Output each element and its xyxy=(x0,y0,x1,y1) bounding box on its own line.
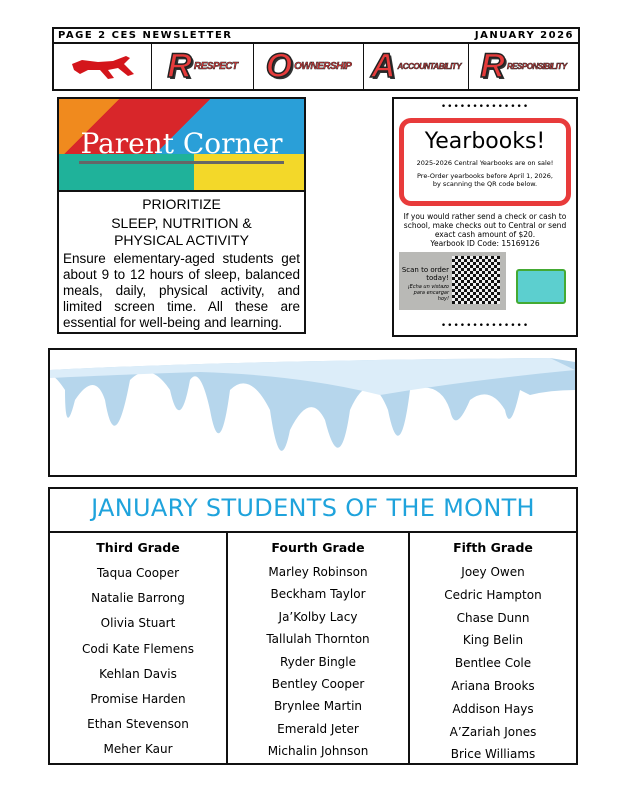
scan-text-es: ¡Echa un vistazo para encargar hoy! xyxy=(407,284,449,302)
student-name: Kehlan Davis xyxy=(99,666,177,681)
yearbook-callout xyxy=(399,118,571,206)
roar-banner xyxy=(52,44,580,91)
student-name: Promise Harden xyxy=(90,692,186,707)
issue-date: JANUARY 2026 xyxy=(474,30,574,41)
student-name: Chase Dunn xyxy=(456,610,530,625)
student-name: Ja’Kolby Lacy xyxy=(278,609,358,624)
divider-dots: •••••••••••••• xyxy=(440,102,530,112)
roar-letter: R xyxy=(480,47,505,85)
page-header xyxy=(52,27,580,44)
fourth-grade-column xyxy=(228,532,410,765)
roar-letter: R xyxy=(167,47,192,85)
student-name: A’Zariah Jones xyxy=(449,724,537,739)
student-name: Tallulah Thornton xyxy=(266,632,370,647)
grade-heading: Fifth Grade xyxy=(453,540,533,555)
icicle-banner xyxy=(48,348,577,477)
preorder-text: Pre-Order yearbooks before April 1, 2026, by scanning the QR code below. xyxy=(417,172,553,188)
student-name: Emerald Jeter xyxy=(277,721,359,736)
student-name: Olivia Stuart xyxy=(100,616,176,631)
roar-word: RESPECT xyxy=(193,61,238,72)
student-name: King Belin xyxy=(462,633,524,648)
icicles-icon xyxy=(50,350,575,475)
third-grade-column xyxy=(48,532,228,765)
student-name: Meher Kaur xyxy=(103,742,173,757)
student-name: Michalin Johnson xyxy=(267,744,369,759)
grade-heading: Fourth Grade xyxy=(271,540,365,555)
student-name: Brice Williams xyxy=(450,747,536,762)
yearbook-id: Yearbook ID Code: 15169126 xyxy=(430,239,540,248)
student-name: Bentley Cooper xyxy=(271,677,365,692)
student-name: Ryder Bingle xyxy=(279,654,357,669)
qr-code-icon[interactable] xyxy=(452,256,500,304)
student-name: Natalie Barrong xyxy=(91,591,185,606)
subheading: SLEEP, NUTRITION & PHYSICAL ACTIVITY xyxy=(111,215,252,248)
student-name: Beckham Taylor xyxy=(270,587,366,602)
grade-heading: Third Grade xyxy=(96,540,180,555)
roar-word: OWNERSHIP xyxy=(294,61,352,72)
scan-text: Scan to order today! xyxy=(401,266,449,282)
payment-info: If you would rather send a check or cash to school, make checks out to Central or send exact cash amount of $20. xyxy=(403,212,567,239)
parent-corner xyxy=(57,97,306,334)
body-text: Ensure elementary-aged students get about 9 to 12 hours of sleep, balanced meals, daily, physical activity, and limited screen time. All these are essential for well-being and learning. xyxy=(63,251,300,330)
students-grid xyxy=(48,532,578,765)
student-name: Cedric Hampton xyxy=(444,587,542,602)
roar-letter: O xyxy=(265,47,293,85)
student-name: Ethan Stevenson xyxy=(87,717,189,732)
student-name: Ariana Brooks xyxy=(451,678,535,693)
students-of-month-title: JANUARY STUDENTS OF THE MONTH xyxy=(48,487,578,533)
sale-text: 2025-2026 Central Yearbooks are on sale! xyxy=(416,159,554,167)
yearbook-book-icon xyxy=(516,269,566,304)
student-name: Taqua Cooper xyxy=(96,566,180,580)
roar-word: RESPONSIBILITY xyxy=(506,62,567,71)
yearbook-title: Yearbooks! xyxy=(424,129,546,154)
student-name: Joey Owen xyxy=(461,565,525,579)
student-name: Brynlee Martin xyxy=(273,699,363,714)
banner-title: Parent Corner xyxy=(80,127,283,160)
fifth-grade-column xyxy=(410,532,578,765)
parent-corner-banner xyxy=(59,99,304,192)
yearbook-flyer xyxy=(392,97,578,337)
divider-dots: •••••••••••••• xyxy=(440,321,530,331)
student-name: Marley Robinson xyxy=(268,565,368,579)
roar-letter: A xyxy=(370,47,396,85)
qr-panel[interactable] xyxy=(399,252,506,310)
roar-word: ACCOUNTABILITY xyxy=(397,62,462,71)
page-label: PAGE 2 CES NEWSLETTER xyxy=(58,30,233,41)
student-name: Codi Kate Flemens xyxy=(82,641,194,656)
student-name: Bentlee Cole xyxy=(454,656,532,671)
student-name: Addison Hays xyxy=(452,701,534,716)
panther-logo xyxy=(54,44,152,89)
panther-icon xyxy=(68,52,138,82)
heading: PRIORITIZE xyxy=(142,196,221,212)
